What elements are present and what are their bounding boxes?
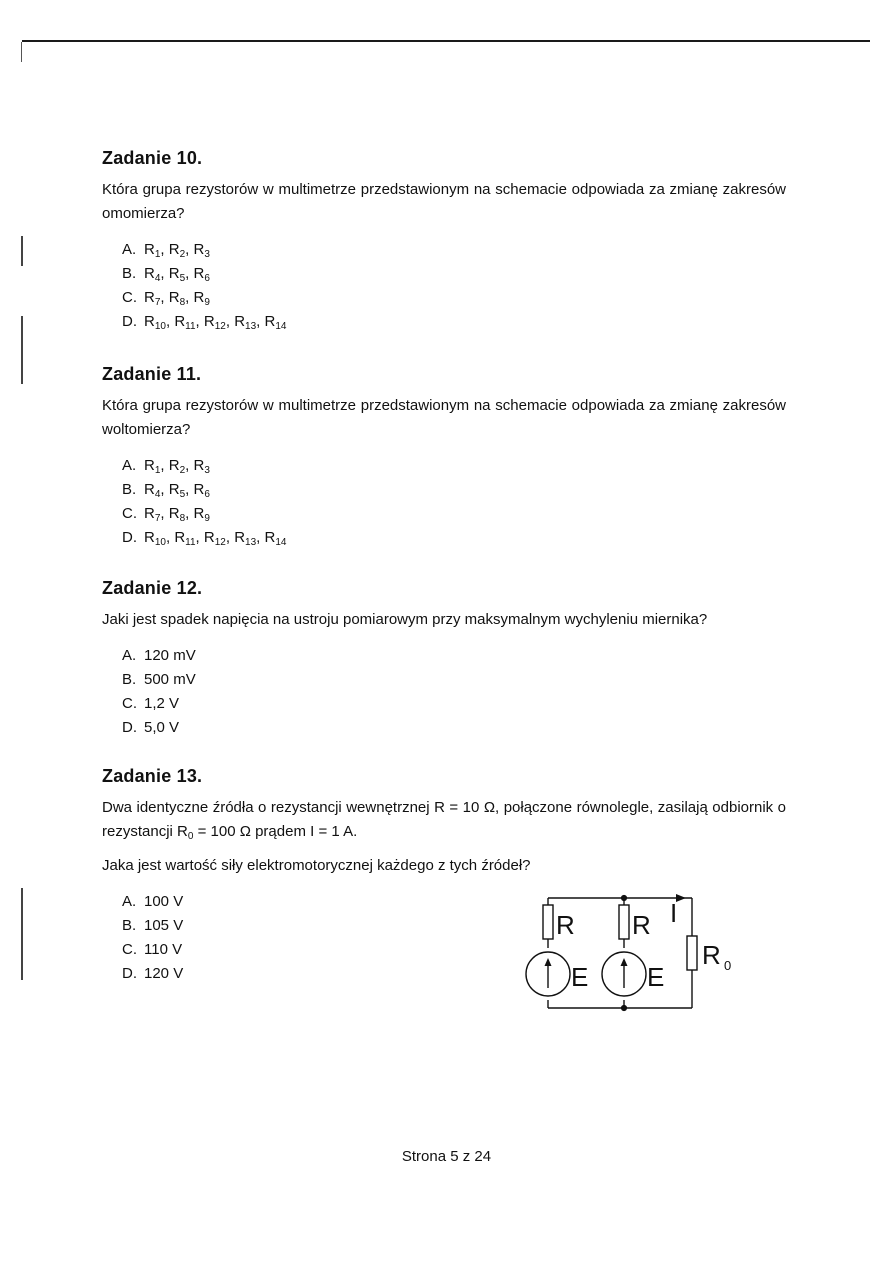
resistor-r0 — [687, 936, 697, 970]
load-label: R — [702, 940, 721, 970]
junction-dot — [622, 896, 627, 901]
current-label: I — [670, 898, 678, 928]
resistor-label: R — [556, 910, 575, 940]
resistor-r1 — [543, 905, 553, 939]
answer-option: C. $R_7$, $R_8$, $R_9$ — [122, 505, 210, 524]
source-label: E — [647, 962, 665, 992]
answer-option: D. $R_{10}$, $R_{11}$, $R_{12}$, $R_{13}$, $R_{14}$ — [122, 313, 287, 332]
source-e1 — [526, 952, 570, 996]
task-title: Zadanie 13. — [102, 766, 203, 786]
answer-option: A. $R_1$, $R_2$, $R_3$ — [122, 241, 210, 260]
answer-list — [122, 238, 786, 334]
scan-margin-mark — [21, 316, 23, 384]
answer-option: C. 1,2 V — [122, 695, 180, 712]
current-arrow — [676, 894, 686, 902]
page-footer: Strona 5 z 24 — [401, 1148, 492, 1165]
answer-option: B. $R_4$, $R_5$, $R_6$ — [122, 265, 210, 284]
source-label: E — [571, 962, 589, 992]
answer-option: B. 500 mV — [122, 671, 196, 688]
scan-margin-mark — [21, 888, 23, 980]
task-10 — [102, 148, 786, 334]
answer-option: D. 120 V — [122, 965, 184, 982]
task-title: Zadanie 11. — [102, 364, 202, 384]
load-label-subscript: 0 — [724, 958, 732, 973]
task-question-2: Jaka jest wartość siły elektromotorycznej każdego z tych źródeł? — [102, 857, 531, 874]
task-question: Dwa identyczne źródła o rezystancji wewnętrznej R = 10 Ω, połączone równolegle, zasilają odbiornik o rezystancji $R_0 = 100$ Ω prądem I = 1 A. — [102, 799, 786, 842]
answer-option: B. $R_4$, $R_5$, $R_6$ — [122, 481, 210, 500]
answer-list — [122, 644, 786, 740]
answer-list — [122, 454, 786, 550]
junction-dot — [622, 1006, 627, 1011]
answer-option: C. $R_7$, $R_8$, $R_9$ — [122, 289, 210, 308]
scan-margin-mark — [21, 236, 23, 266]
task-question: Która grupa rezystorów w multimetrze przedstawionym na schemacie odpowiada za zmianę zakresów woltomierza? — [102, 397, 786, 438]
task-11 — [102, 364, 786, 550]
answer-option: A. 100 V — [122, 893, 184, 910]
task-question: Która grupa rezystorów w multimetrze przedstawionym na schemacie odpowiada za zmianę zakresów omomierza? — [102, 181, 786, 222]
left-edge-tick — [21, 42, 22, 62]
answer-option: A. $R_1$, $R_2$, $R_3$ — [122, 457, 210, 476]
answer-option: B. 105 V — [122, 917, 184, 934]
answer-option: A. 120 mV — [122, 647, 196, 664]
task-12 — [102, 578, 786, 740]
resistor-r2 — [619, 905, 629, 939]
answer-option: D. 5,0 V — [122, 719, 180, 736]
resistor-label: R — [632, 910, 651, 940]
task-title: Zadanie 12. — [102, 578, 203, 598]
answer-option: C. 110 V — [122, 941, 183, 958]
task-question: Jaki jest spadek napięcia na ustroju pomiarowym przy maksymalnym wychyleniu miernika? — [102, 611, 708, 628]
task-title: Zadanie 10. — [102, 148, 203, 168]
answer-option: D. $R_{10}$, $R_{11}$, $R_{12}$, $R_{13}$, $R_{14}$ — [122, 529, 287, 548]
circuit-diagram — [518, 888, 778, 1014]
source-e2 — [602, 952, 646, 996]
top-rule — [22, 40, 870, 42]
